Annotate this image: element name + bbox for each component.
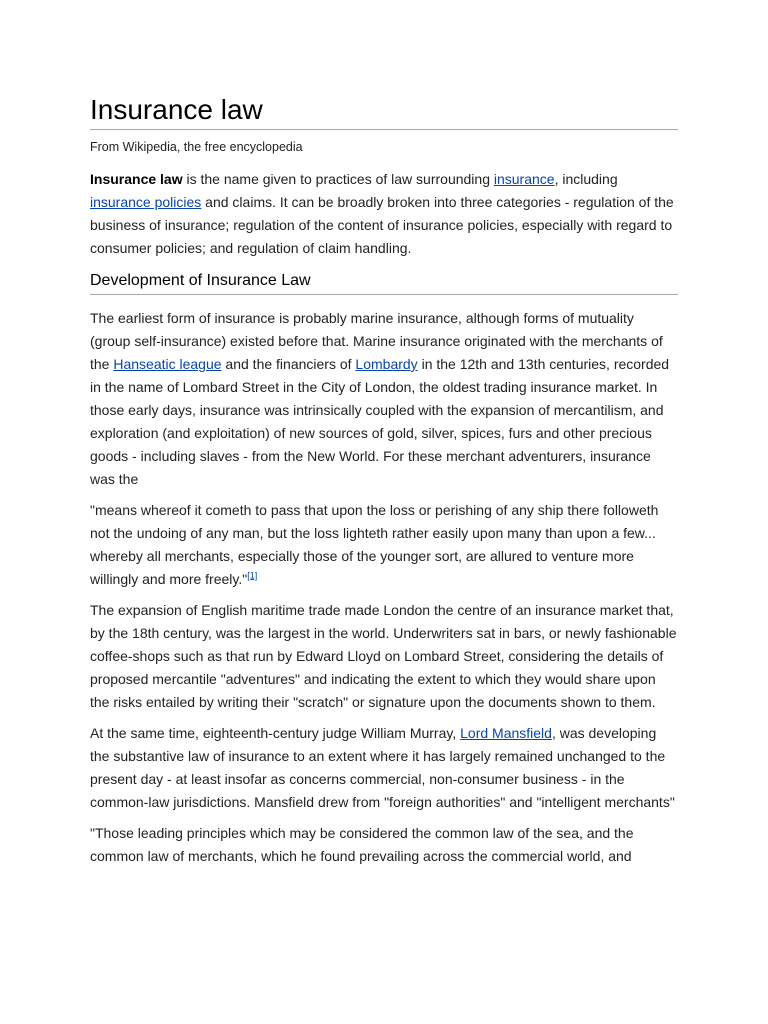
link-insurance-policies[interactable]: insurance policies [90, 194, 202, 210]
article-content [90, 92, 678, 876]
reference-1[interactable] [247, 570, 257, 580]
quote-leading-principles: "Those leading principles which may be considered the common law of the sea, and the common law of merchants, which he found prevailing across the commercial world, and [90, 825, 634, 864]
page-title: Insurance law [90, 92, 678, 130]
intro-paragraph: Insurance law is the name given to practices of law surrounding insurance, including insurance policies and claims. It can be broadly broken into three categories - regulation of the business of insurance; regulation of the content of insurance policies, especially with regard to consumer policies; and regulation of claim handling. [90, 171, 674, 256]
site-tagline: From Wikipedia, the free encyclopedia [90, 140, 303, 154]
link-lord-mansfield[interactable]: Lord Mansfield [460, 725, 552, 741]
link-hanseatic-league[interactable]: Hanseatic league [113, 356, 222, 372]
link-lombardy[interactable]: Lombardy [355, 356, 418, 372]
reference-1-link[interactable]: [1] [247, 570, 258, 581]
paragraph-london-market: The expansion of English maritime trade made London the centre of an insurance market that, by the 18th century, was the largest in the world. Underwriters sat in bars, or newly fashionable coffee-shops such as that run by Edward Lloyd on Lombard Street, considering the details of proposed mercantile "adventures" and indicating the extent to which they would share upon the risks entailed by writing their "scratch" or signature upon the documents shown to them. [90, 602, 677, 710]
link-insurance[interactable]: insurance [493, 171, 555, 187]
paragraph-marine-insurance: The earliest form of insurance is probably marine insurance, although forms of mutuality (group self-insurance) existed before that. Marine insurance originated with the merchants of the Hanseatic league and the financiers of Lombardy in the 12th and 13th centuries, recorded in the name of Lombard Street in the City of London, the oldest trading insurance market. In those early days, insurance was intrinsically coupled with the expansion of mercantilism, and exploration (and exploitation) of new sources of gold, silver, spices, furs and other precious goods - including slaves - from the New World. For these merchant adventurers, insurance was the [90, 310, 670, 487]
quote-merchants: "means whereof it cometh to pass that upon the loss or perishing of any ship there followeth not the undoing of any man, but the loss lighteth rather easily upon many than upon a few... whereby all merchants, especially those of the younger sort, are allured to venture more willingly and more freely."[1] [90, 502, 659, 587]
term-bold: Insurance law [90, 171, 183, 187]
section-heading-development: Development of Insurance Law [90, 270, 678, 295]
paragraph-lord-mansfield: At the same time, eighteenth-century judge William Murray, Lord Mansfield, was developing the substantive law of insurance to an extent where it has largely remained unchanged to the present day - at least insofar as concerns commercial, non-consumer business - in the common-law jurisdictions. Mansfield drew from "foreign authorities" and "intelligent merchants" [90, 725, 675, 810]
